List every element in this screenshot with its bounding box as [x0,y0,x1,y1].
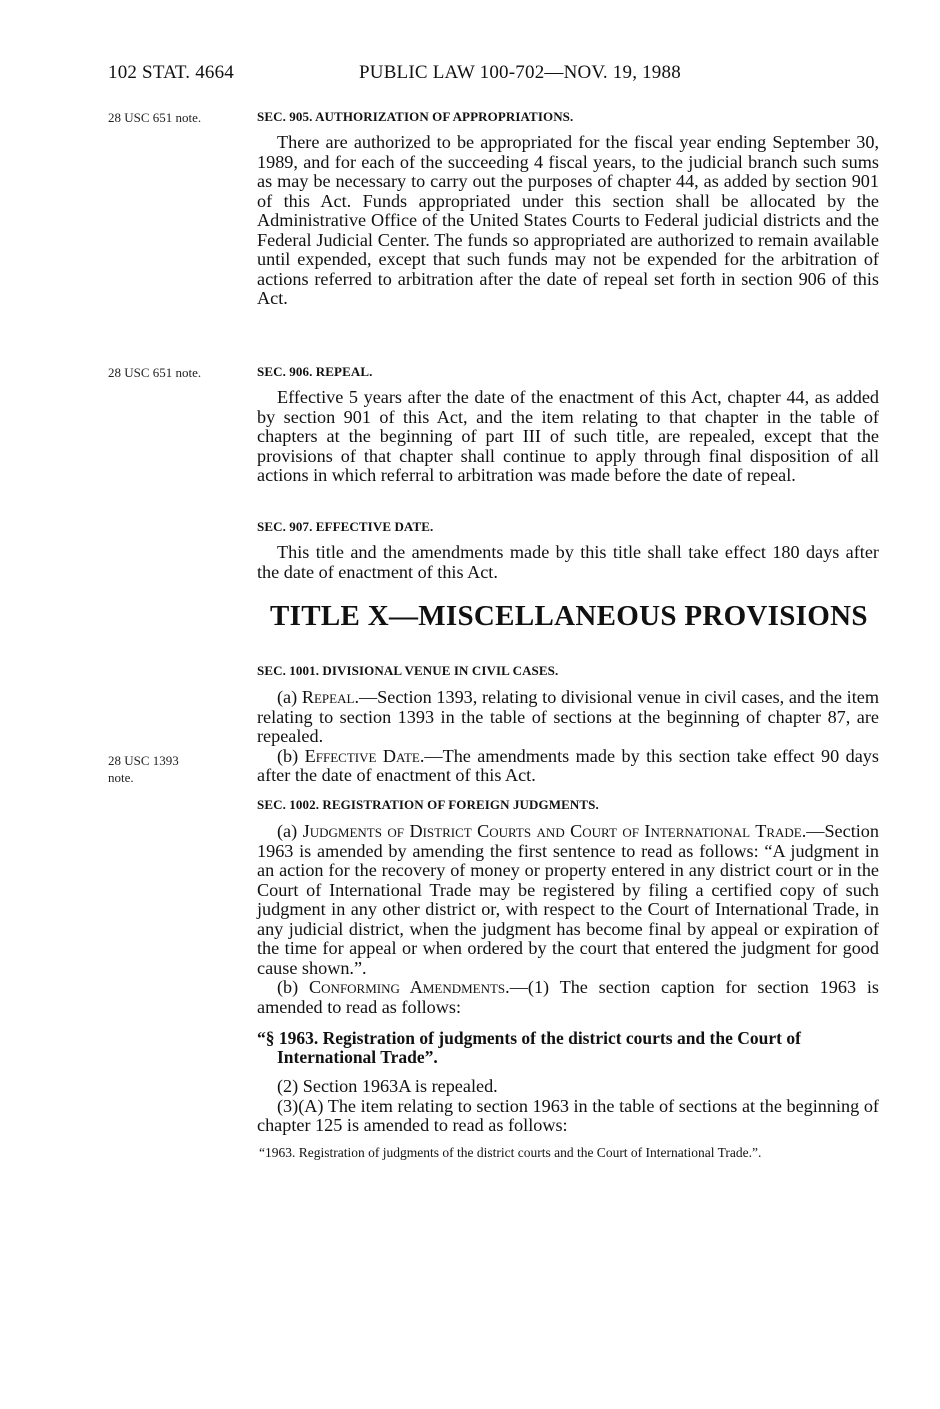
subsection-label: (b) [277,745,305,766]
section-heading: SEC. 906. REPEAL. [257,364,373,379]
section-heading: SEC. 907. EFFECTIVE DATE. [257,519,434,534]
title-heading: TITLE X—MISCELLANEOUS PROVISIONS [270,600,868,632]
subsection-label: (a) [277,821,303,841]
section-906 [257,364,879,486]
section-heading: SEC. 905. AUTHORIZATION OF APPROPRIATIONS. [257,109,574,124]
item-3: (3)(A) The item relating to section 1963 in the table of sections at the beginning of chapter 125 is amended to read as follows: [257,1095,879,1135]
margin-note-line: note. [108,770,134,785]
subsection-label: (a) [277,687,302,707]
section-905 [257,109,879,309]
subsection-text: .—The amendments made by this section take effect 90 days after the date of enactment of this Act. [257,745,879,785]
subsection-text: .—Section 1963 is amended by amending the first sentence to read as follows: “A judgment in an action for the recovery of money or property entered in any district court or in the Court of International Trade may be registered by filing a certified copy of such judgment in any other district or, with respect to the Court of International Trade, in any judicial district, when the judgment has become final by appeal or expiration of the time for appeal or when ordered by the court that entered the judgment for good cause shown.”. [257,821,879,978]
section-907 [257,519,879,582]
public-law-reference: PUBLIC LAW 100-702—NOV. 19, 1988 [359,62,681,83]
margin-note-line: 28 USC 1393 [108,753,179,768]
subsection-caption: Repeal [301,687,355,707]
section-heading: SEC. 1002. REGISTRATION OF FOREIGN JUDGMENTS. [257,797,599,812]
subsection-caption: Effective Date [304,745,420,766]
margin-note-sec906: 28 USC 651 note. [108,365,202,380]
subsection-a [257,688,879,747]
subsection-label: (b) [277,977,310,997]
section-text: Effective 5 years after the date of the enactment of this Act, chapter 44, as added by section 901 of this Act, and the item relating to that chapter in the table of chapters at the beginning of part III of such title, are repealed, except that the provisions of that chapter shall continue to apply through final disposition of all actions in which referral to arbitration was made before the date of repeal. [257,387,879,485]
item-2: (2) Section 1963A is repealed. [277,1076,498,1096]
quoted-table-item: “1963. Registration of judgments of the district courts and the Court of International Trade.”. [259,1144,762,1160]
subsection-b [257,978,879,1017]
subsection-caption: Judgments of District Courts and Court of International Trade [302,821,802,841]
section-1002 [257,797,879,1160]
stat-reference: 102 STAT. 4664 [108,62,235,83]
margin-note-sec905: 28 USC 651 note. [108,110,202,125]
section-1001 [257,663,879,786]
section-text: There are authorized to be appropriated for the fiscal year ending September 30, 1989, and for each of the succeeding 4 fiscal years, to the judicial branch such sums as may be necessary to carry out the purposes of chapter 44, as added by section 901 of this Act. Funds appropriated under this section shall be allocated by the Administrative Office of the United States Courts to Federal judicial districts and the Federal Judicial Center. The funds so appropriated are authorized to remain available until expended, except that such funds may not be expended for the arbitration of actions referred to arbitration after the date of repeal set forth in section 906 of this Act. [257,132,879,308]
subsection-text: .—(1) The section caption for section 1963 is amended to read as follows: [257,977,880,1017]
margin-note-sec1001b [108,752,179,786]
subsection-text: .—Section 1393, relating to divisional venue in civil cases, and the item relating to section 1393 in the table of sections at the beginning of chapter 87, are repealed. [257,687,879,746]
quoted-section-caption: “§ 1963. Registration of judgments of the district courts and the Court of International Trade”. [257,1028,801,1067]
subsection-b [257,747,879,786]
subsection-a [257,822,879,978]
section-heading: SEC. 1001. DIVISIONAL VENUE IN CIVIL CASES. [257,663,559,678]
subsection-caption: Conforming Amendments [309,977,506,997]
section-text: This title and the amendments made by this title shall take effect 180 days after the date of enactment of this Act. [257,542,879,582]
